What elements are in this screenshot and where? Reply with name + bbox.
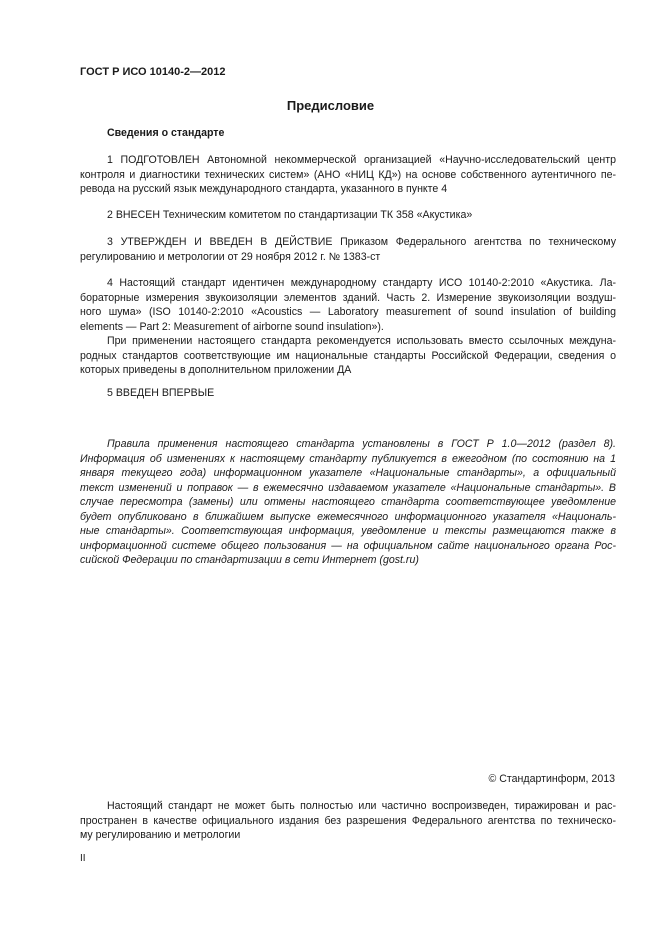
item-4-identity — [80, 276, 616, 334]
text-line: контроля и диагностики технических систем» (АНО «НИЦ КД») на основе собственного аутентичного пе- — [80, 168, 616, 181]
application-rules-notice — [80, 437, 616, 568]
text-line: января текущего года) информационном указателе «Национальные стандарты», а официальный — [80, 467, 616, 479]
page-number: II — [80, 853, 86, 864]
text-line: текст изменений и поправок — в ежемесячно издаваемом указателе «Национальные стандарты». В — [80, 481, 616, 494]
text-line: пространен в качестве официального издания без разрешения Федерального агентства по техническо- — [80, 814, 616, 827]
text-line: 2 ВНЕСЕН Техническим комитетом по стандартизации ТК 358 «Акустика» — [107, 209, 473, 221]
text-line: ные стандарты». Соответствующая информация, уведомление и тексты размещаются также в — [80, 525, 616, 537]
text-line: 5 ВВЕДЕН ВПЕРВЫЕ — [107, 387, 215, 399]
document-code: ГОСТ Р ИСО 10140-2—2012 — [80, 66, 226, 78]
text-line: информационной системе общего пользования — на официальном сайте национального органа Рос- — [80, 539, 616, 552]
text-line: регулированию и метрологии от 29 ноября 2012 г. № 1383-ст — [80, 250, 381, 263]
text-line: случае пересмотра (замены) или отмены настоящего стандарта соответствующее уведомление — [80, 496, 616, 508]
item-2-submitted-by — [80, 208, 616, 223]
item-1-prepared-by — [80, 153, 616, 197]
text-line: Правила применения настоящего стандарта установлены в ГОСТ Р 1.0—2012 (раздел 8). — [107, 438, 616, 450]
text-line: elements — Part 2: Measurement of airborne sound insulation»). — [80, 320, 384, 333]
text-line: Информация об изменениях к настоящему стандарту публикуется в ежегодном (по состоянию на 1 — [80, 452, 616, 465]
text-line: родных стандартов соответствующие им национальные стандарты Российской Федерации, сведения о — [80, 349, 616, 362]
text-line: сийской Федерации по стандартизации в сети Интернет (gost.ru) — [80, 554, 419, 566]
text-line: будет опубликовано в ближайшем выпуске ежемесячного информационного указателя «Националь- — [80, 510, 616, 523]
reproduction-rights-notice — [80, 799, 616, 843]
text-line: бораторные измерения звукоизоляции элементов зданий. Часть 2. Измерение звукоизоляции воздуш- — [80, 291, 616, 304]
copyright-line: © Стандартинформ, 2013 — [488, 773, 615, 785]
item-5-first-introduced — [80, 386, 616, 401]
text-line: Настоящий стандарт не может быть полностью или частично воспроизведен, тиражирован и рас- — [107, 800, 616, 812]
item-3-approved — [80, 235, 616, 264]
text-line: 4 Настоящий стандарт идентичен международному стандарту ИСО 10140-2:2010 «Акустика. Ла- — [107, 277, 616, 289]
text-line: 3 УТВЕРЖДЕН И ВВЕДЕН В ДЕЙСТВИЕ Приказом Федерального агентства по техническому — [107, 236, 616, 248]
item-4-application-note — [80, 334, 616, 378]
text-line: му регулированию и метрологии — [80, 829, 241, 841]
section-subtitle: Сведения о стандарте — [107, 127, 225, 139]
text-line: ного шума» (ISO 10140-2:2010 «Acoustics — Laboratory measurement of sound insulation of building — [80, 306, 616, 318]
text-line: которых приведены в дополнительном приложении ДА — [80, 364, 352, 376]
text-line: При применении настоящего стандарта рекомендуется использовать вместо ссылочных междуна- — [107, 335, 616, 347]
text-line: 1 ПОДГОТОВЛЕН Автономной некоммерческой организацией «Научно-исследовательский центр — [107, 154, 616, 166]
text-line: ревода на русский язык международного стандарта, указанного в пункте 4 — [80, 183, 448, 195]
page-title: Предисловие — [286, 98, 375, 113]
